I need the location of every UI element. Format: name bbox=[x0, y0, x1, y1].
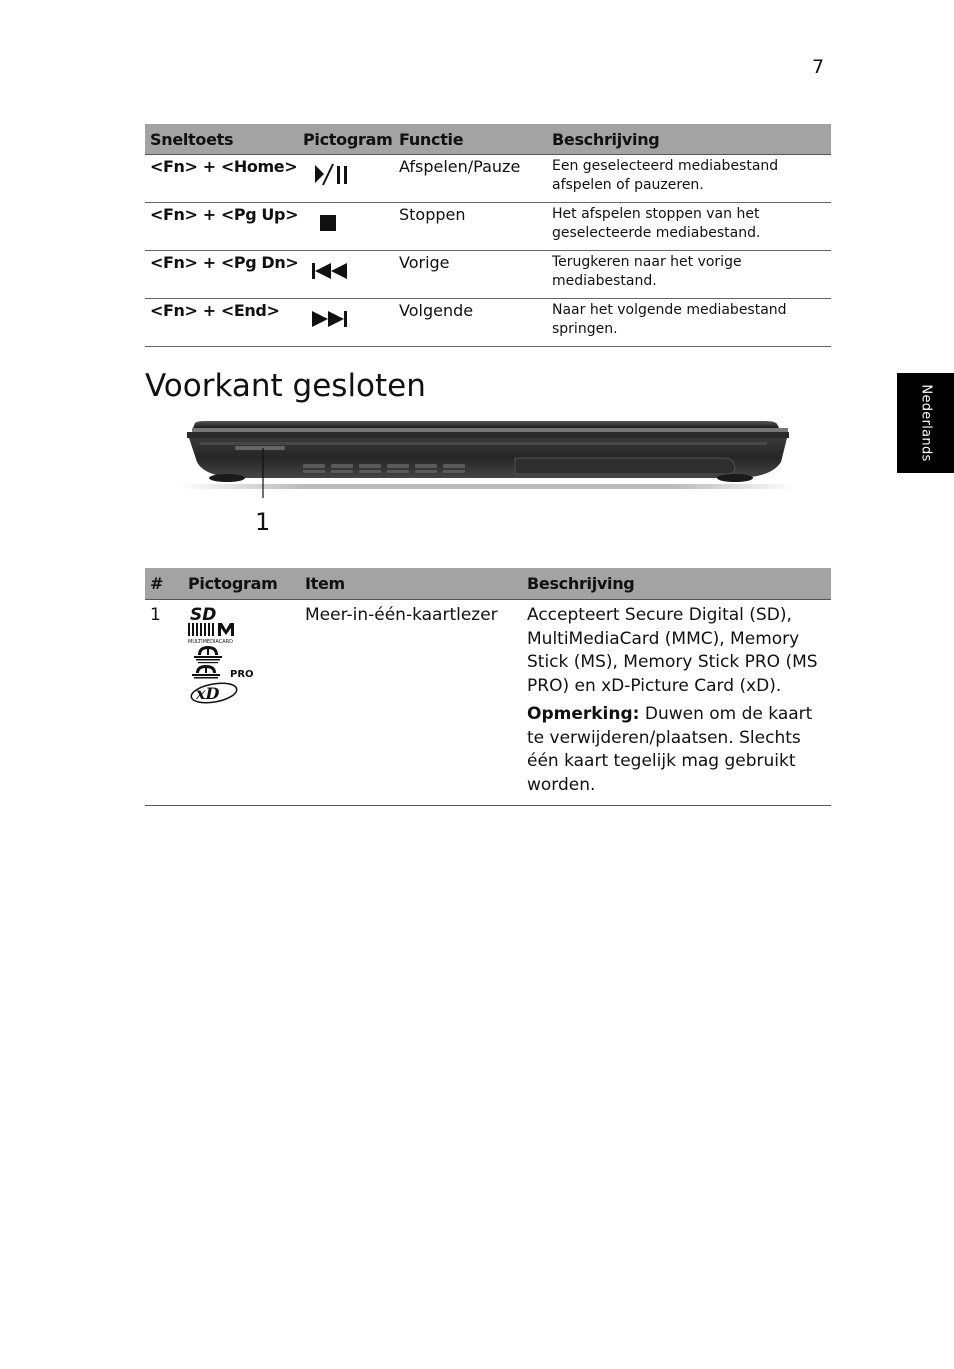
xd-logo-icon bbox=[188, 682, 244, 704]
function-cell: Vorige bbox=[394, 251, 547, 299]
memory-stick-pro-logo-icon bbox=[188, 664, 260, 682]
next-icon bbox=[311, 307, 355, 331]
svg-text:MULTIMEDIACARD: MULTIMEDIACARD bbox=[188, 639, 233, 644]
description-cell bbox=[522, 600, 831, 806]
note-label: Opmerking: bbox=[527, 704, 640, 724]
function-cell: Stoppen bbox=[394, 203, 547, 251]
column-header: Pictogram bbox=[298, 124, 394, 155]
callout-number: 1 bbox=[255, 508, 271, 536]
multimediacard-logo-icon bbox=[188, 622, 244, 644]
svg-text:PRO: PRO bbox=[230, 669, 254, 680]
column-header: # bbox=[145, 568, 183, 600]
item-number-cell: 1 bbox=[145, 600, 183, 806]
icon-cell bbox=[298, 299, 394, 347]
table-header-row bbox=[145, 568, 831, 600]
hotkey-cell: <Fn> + <End> bbox=[145, 299, 298, 347]
hotkey-cell: <Fn> + <Pg Up> bbox=[145, 203, 298, 251]
column-header: Sneltoets bbox=[145, 124, 298, 155]
stop-icon bbox=[311, 211, 355, 235]
language-label: Nederlands bbox=[918, 384, 933, 462]
column-header: Functie bbox=[394, 124, 547, 155]
item-name-cell: Meer-in-één-kaartlezer bbox=[300, 600, 522, 806]
icon-cell bbox=[298, 251, 394, 299]
note bbox=[527, 703, 826, 797]
hotkey-table bbox=[145, 124, 831, 347]
memory-stick-logo-icon bbox=[188, 644, 244, 664]
item-description: Accepteert Secure Digital (SD), MultiMediaCard (MMC), Memory Stick (MS), Memory Stick PRO (MS PRO) en xD-Picture Card (xD). bbox=[527, 605, 818, 696]
svg-text:xD: xD bbox=[196, 684, 220, 703]
function-cell: Volgende bbox=[394, 299, 547, 347]
description-cell: Naar het volgende mediabestand springen. bbox=[547, 299, 831, 347]
hotkey-cell: <Fn> + <Home> bbox=[145, 155, 298, 203]
laptop-front-closed-image bbox=[175, 418, 800, 498]
description-cell: Het afspelen stoppen van het geselecteerde mediabestand. bbox=[547, 203, 831, 251]
icon-cell bbox=[298, 155, 394, 203]
table-header-row bbox=[145, 124, 831, 155]
description-cell: Een geselecteerd mediabestand afspelen of pauzeren. bbox=[547, 155, 831, 203]
icon-cell bbox=[183, 600, 300, 806]
note-text: Duwen om de kaart te verwijderen/plaatsen. Slechts één kaart tegelijk mag gebruikt worden. bbox=[527, 704, 813, 795]
column-header: Beschrijving bbox=[547, 124, 831, 155]
table-row bbox=[145, 600, 831, 806]
page-number: 7 bbox=[812, 56, 825, 78]
play-pause-icon bbox=[311, 163, 355, 187]
column-header: Item bbox=[300, 568, 522, 600]
column-header: Beschrijving bbox=[522, 568, 831, 600]
icon-cell bbox=[298, 203, 394, 251]
function-cell: Afspelen/Pauze bbox=[394, 155, 547, 203]
table-row bbox=[145, 203, 831, 251]
table-row bbox=[145, 155, 831, 203]
column-header: Pictogram bbox=[183, 568, 300, 600]
hotkey-cell: <Fn> + <Pg Dn> bbox=[145, 251, 298, 299]
previous-icon bbox=[311, 259, 355, 283]
section-title: Voorkant gesloten bbox=[145, 368, 426, 404]
table-row bbox=[145, 251, 831, 299]
description-cell: Terugkeren naar het vorige mediabestand. bbox=[547, 251, 831, 299]
table-row bbox=[145, 299, 831, 347]
svg-text:SD: SD bbox=[190, 605, 217, 622]
language-side-tab bbox=[897, 373, 954, 473]
sd-logo-icon bbox=[188, 604, 228, 622]
item-table bbox=[145, 568, 831, 806]
